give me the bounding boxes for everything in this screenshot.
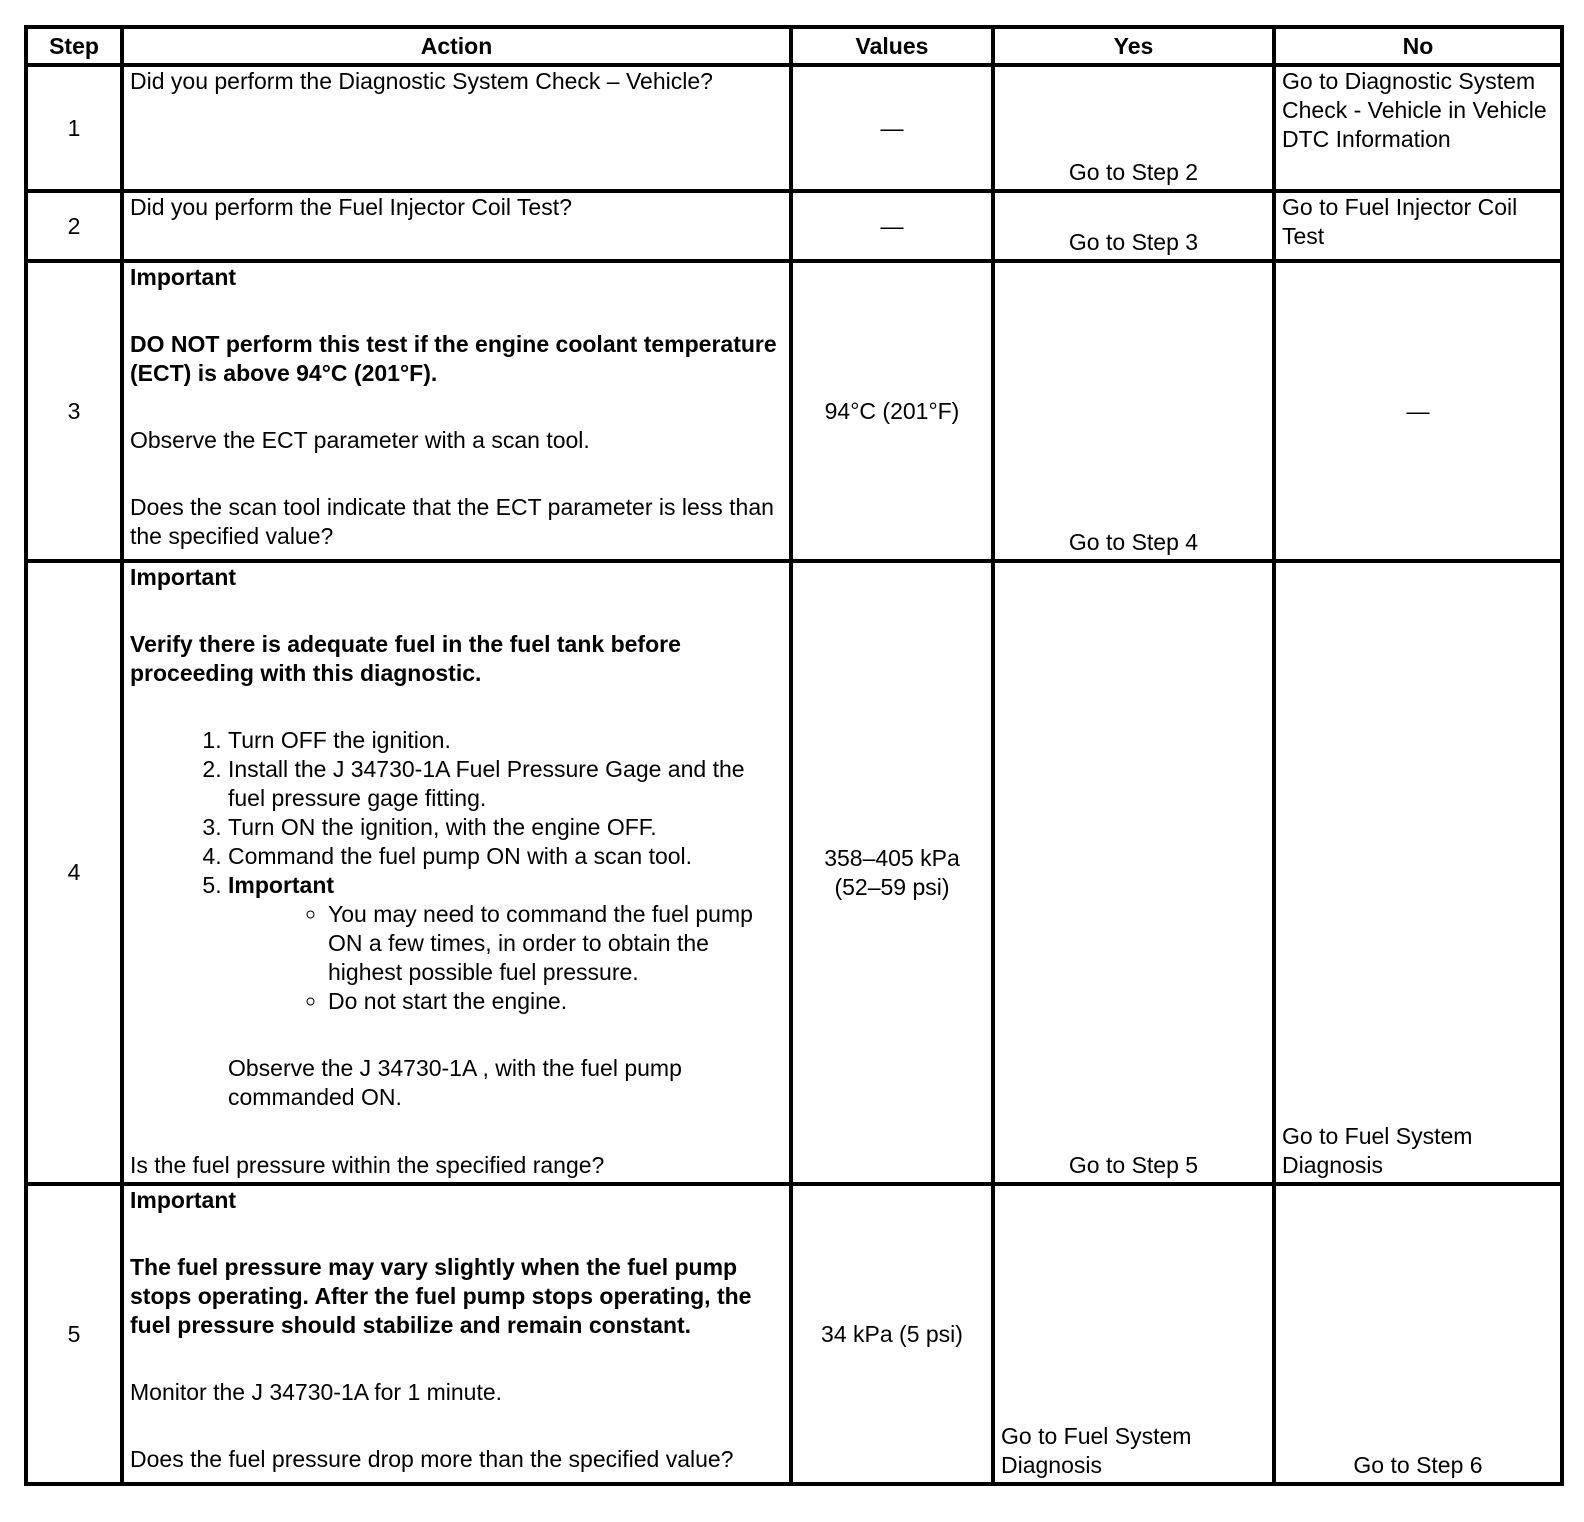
yes-cell [993,261,1274,561]
yes-text: Go to Step 5 [1068,1152,1199,1178]
yes-text: Go to Step 3 [1068,229,1199,255]
action-cell [122,561,791,1184]
instruction-text: Observe the ECT parameter with a scan tool. [130,427,590,453]
header-yes: Yes [993,27,1274,65]
yes-cell [993,65,1274,191]
list-item: 4. Command the fuel pump ON with a scan tool. [228,842,785,871]
important-text: The fuel pressure may vary slightly when the fuel pump stops operating. After the fuel pump stops operating, the fuel pressure should stabilize and remain constant. [130,1254,752,1338]
important-text: DO NOT perform this test if the engine coolant temperature (ECT) is above 94°C (201°F). [130,331,777,386]
header-no: No [1274,27,1562,65]
no-cell [1274,1184,1562,1484]
step-number: 2 [26,191,122,261]
header-row [26,27,1562,65]
list-item [228,871,785,1016]
action-cell [122,261,791,561]
diagnostic-table [24,25,1564,1486]
no-cell [1274,191,1562,261]
yes-cell [993,561,1274,1184]
important-label: Important [130,264,237,290]
yes-text: Go to Fuel System Diagnosis [1001,1423,1192,1478]
action-cell [122,1184,791,1484]
action-text: Did you perform the Diagnostic System Check – Vehicle? [130,68,713,94]
step-number: 3 [26,261,122,561]
table-row [26,561,1562,1184]
action-cell [122,65,791,191]
yes-cell [993,191,1274,261]
step-number: 1 [26,65,122,191]
no-text: Go to Diagnostic System Check - Vehicle in Vehicle DTC Information [1282,68,1547,152]
instruction-text: Monitor the J 34730-1A for 1 minute. [130,1379,503,1405]
action-cell [122,191,791,261]
list-item: ◦ Do not start the engine. [328,987,785,1016]
table-row [26,191,1562,261]
no-cell [1274,65,1562,191]
value-cell: — [791,65,993,191]
table-row [26,261,1562,561]
no-text: Go to Step 6 [1353,1452,1483,1478]
important-label: Important [228,872,335,898]
value-cell: 94°C (201°F) [791,261,993,561]
yes-text: Go to Step 2 [1068,159,1199,185]
value-cell: — [791,191,993,261]
action-text: Did you perform the Fuel Injector Coil Test? [130,194,572,220]
important-label: Important [130,564,237,590]
table-row [26,65,1562,191]
header-step: Step [26,27,122,65]
list-item: 1. Turn OFF the ignition. [228,726,785,755]
value-line: (52–59 psi) [834,873,950,900]
question-text: Is the fuel pressure within the specified range? [130,1152,605,1178]
header-action: Action [122,27,791,65]
question-text: Does the scan tool indicate that the ECT parameter is less than the specified value? [130,494,774,549]
step-number: 4 [26,561,122,1184]
important-text: Verify there is adequate fuel in the fuel tank before proceeding with this diagnostic. [130,631,681,686]
no-text: Go to Fuel Injector Coil Test [1282,194,1518,249]
header-values: Values [791,27,993,65]
table-row [26,1184,1562,1484]
list-item: 3. Turn ON the ignition, with the engine OFF. [228,813,785,842]
list-item: ◦ You may need to command the fuel pump ON a few times, in order to obtain the highest possible fuel pressure. [328,900,785,987]
observe-text: Observe the J 34730-1A , with the fuel pump commanded ON. [228,1055,682,1110]
no-cell [1274,561,1562,1184]
bullet-list [228,900,785,1016]
list-item: 2. Install the J 34730-1A Fuel Pressure Gage and the fuel pressure gage fitting. [228,755,785,813]
value-cell [791,561,993,1184]
step-number: 5 [26,1184,122,1484]
value-line: 358–405 kPa [824,844,960,871]
yes-text: Go to Step 4 [1068,529,1199,555]
value-cell: 34 kPa (5 psi) [791,1184,993,1484]
important-label: Important [130,1187,237,1213]
yes-cell [993,1184,1274,1484]
no-cell: — [1274,261,1562,561]
substep-list [130,726,785,1016]
no-text: Go to Fuel System Diagnosis [1282,1123,1473,1178]
question-text: Does the fuel pressure drop more than the specified value? [130,1446,734,1472]
